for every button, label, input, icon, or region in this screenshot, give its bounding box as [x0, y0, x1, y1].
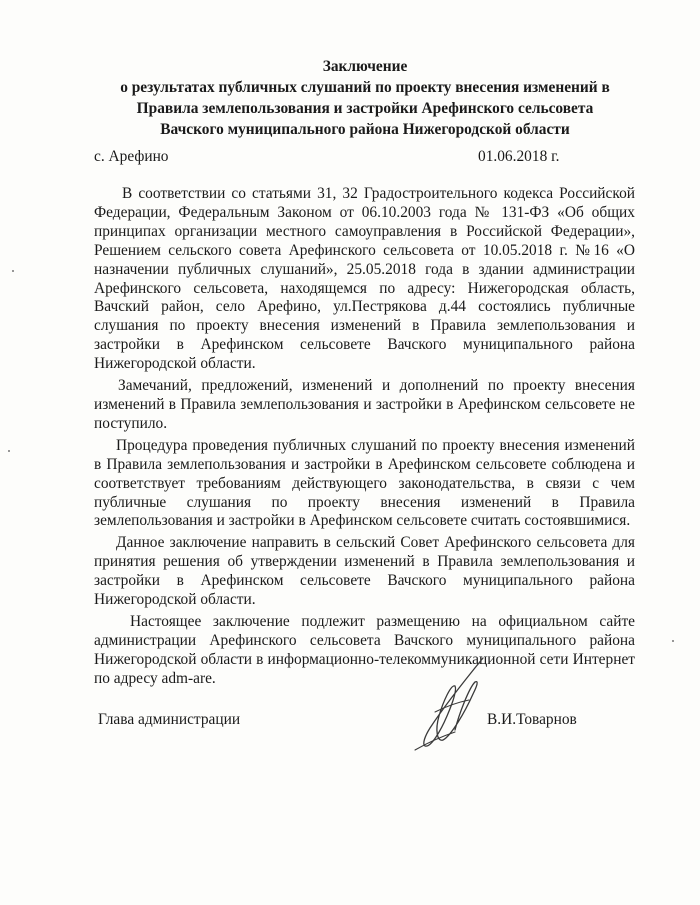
handwritten-signature: [395, 650, 505, 760]
title-line: о результатах публичных слушаний по проекту внесения изменений в: [120, 79, 610, 96]
scan-speck: [8, 450, 10, 452]
document-title: [60, 56, 670, 140]
signatory-name: В.И.Товарнов: [487, 711, 577, 728]
document-place: с. Арефино: [94, 148, 169, 165]
signatory-role: Глава администрации: [98, 711, 241, 728]
paragraph-publication: Настоящее заключение подлежит размещению на официальном сайте администрации Арефинского сельсовета Вачского муниципального района Нижегородской области в информационно-телекоммуникационной сети Интернет по адресу adm-are.: [94, 612, 635, 687]
scan-speck: [672, 640, 674, 642]
document-date: 01.06.2018 г.: [478, 148, 560, 165]
title-line: Правила землепользования и застройки Арефинского сельсовета: [136, 100, 594, 117]
paragraph-send-to-council: Данное заключение направить в сельский Совет Арефинского сельсовета для принятия решения об утверждении изменений в Правила землепользования и застройки в Арефинском сельсовете Вачского муниципального района Нижегородской области.: [94, 534, 635, 609]
scan-speck: [12, 270, 14, 272]
paragraph-legal-basis: В соответствии со статьями 31, 32 Градостроительного кодекса Российской Федерации, Федеральным Законом от 06.10.2003 года № 131-ФЗ «Об общих принципах организации местного самоуправления в Российской Федерации», Решением сельского совета Арефинского сельсовета от 10.05.2018 г. №16 «О назначении публичных слушаний», 25.05.2018 года в здании администрации Арефинского сельсовета, находящемся по адресу: Нижегородская область, Вачский район, село Арефино, ул.Пестрякова д.44 состоялись публичные слушания по проекту внесения изменений в Правила землепользования и застройки в Арефинском сельсовете Вачского муниципального района Нижегородской области.: [94, 185, 635, 373]
paragraph-procedure: Процедура проведения публичных слушаний по проекту внесения изменений в Правила землепользования и застройки в Арефинском сельсовете соблюдена и соответствует требованиям действующего законодательства, в связи с чем публичные слушания по проекту внесения изменений в Правила землепользования и застройки в Арефинском сельсовете считать состоявшимися.: [94, 436, 635, 530]
title-line: Вачского муниципального района Нижегородской области: [160, 121, 570, 138]
title-line: Заключение: [322, 58, 408, 75]
paragraph-no-remarks: Замечаний, предложений, изменений и дополнений по проекту внесения изменений в Правила землепользования и застройки в Арефинском сельсовете не поступило.: [94, 377, 635, 432]
document-body: [94, 185, 635, 689]
